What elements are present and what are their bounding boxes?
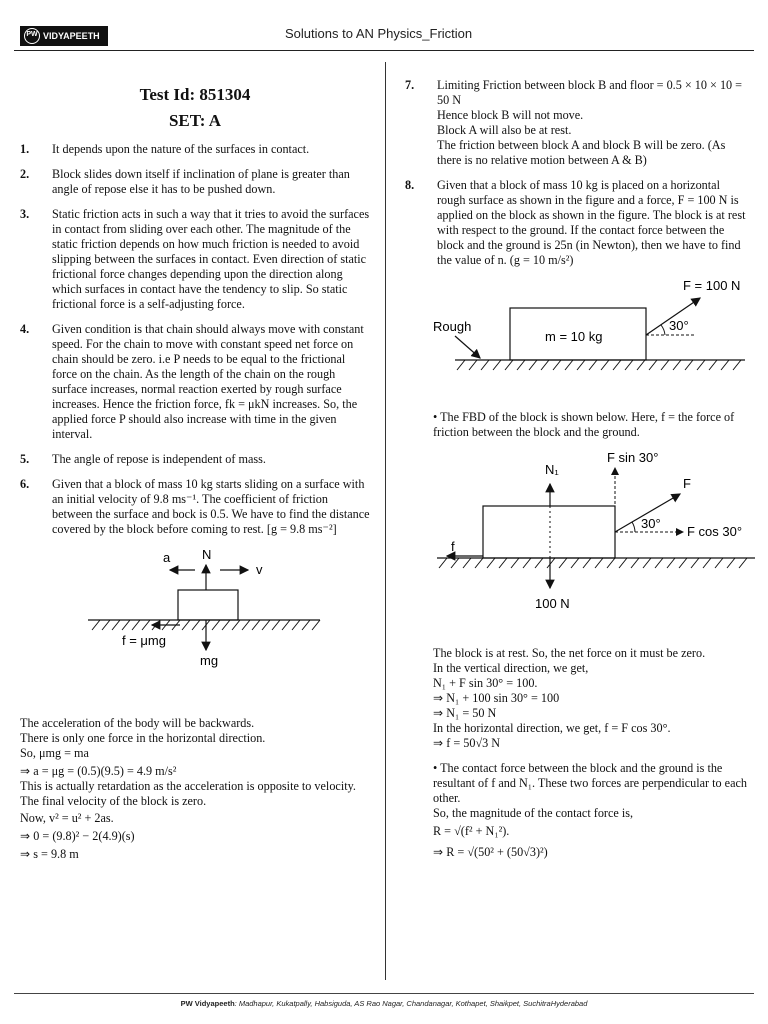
column-divider — [385, 62, 386, 980]
rough-pointer-arrow — [455, 336, 480, 358]
logo-text: VIDYAPEETH — [43, 31, 100, 41]
solution-line: ⇒ R = √(50² + (50√3)²) — [433, 845, 548, 859]
right-column — [405, 78, 750, 860]
item-line: Limiting Friction between block B and floor = 0.5 × 10 × 10 = 50 N — [437, 78, 743, 107]
solution-line: In the horizontal direction, we get, f = F cos 30°. — [433, 721, 671, 735]
item-number: 2. — [20, 167, 30, 181]
solution-6 — [20, 716, 370, 862]
vidyapeeth-logo — [20, 26, 108, 46]
friction-label: f — [451, 539, 455, 554]
item-text: Block slides down itself if inclination of plane is greater than angle of repose else it has to be pushed down. — [52, 167, 350, 196]
item-text: Static friction acts in such a way that it tries to avoid the surfaces in contact from sliding over each other. The magnitude of the static friction depends on how much friction is needed to avoid slipping between the surfaces in contact. Even direction of static frictional force changes depending upon the direction along which surfaces in contact have the tendency to slip. So static frictional force is a self-adjusting force. — [52, 207, 370, 311]
footer-brand: PW Vidyapeeth — [180, 999, 235, 1008]
answer-item — [20, 167, 370, 197]
n1-label: N₁ — [545, 462, 559, 477]
solution-line: There is only one force in the horizontal direction. — [20, 731, 266, 745]
item-line: Block A will also be at rest. — [437, 123, 572, 137]
header-divider — [14, 50, 754, 51]
item-number: 3. — [20, 207, 30, 221]
solution-line: N₁ + F sin 30° = 100. — [433, 676, 538, 690]
document-title: Solutions to AN Physics_Friction — [285, 26, 473, 41]
angle-arc — [661, 325, 665, 335]
solution-line: ⇒ f = 50√3 N — [433, 736, 501, 750]
item-line: The friction between block A and block B will be zero. (As there is no relative motion between A & B) — [437, 138, 726, 167]
fcos-label: F cos 30° — [687, 524, 743, 539]
solution-line: R = √(f² + N₁²). — [433, 824, 510, 838]
applied-force-label: F = 100 N — [683, 278, 741, 293]
free-body-diagram — [425, 448, 768, 618]
solution-line: The final velocity of the block is zero. — [20, 794, 207, 808]
friction-label: f = μmg — [122, 633, 166, 648]
solution-line: ⇒ N₁ + 100 sin 30° = 100 — [433, 691, 560, 705]
solution-line: So, the magnitude of the contact force is, — [433, 806, 634, 820]
test-id: Test Id: 851304 — [139, 85, 251, 104]
solution-line: ⇒ 0 = (9.8)² − 2(4.9)(s) — [20, 829, 135, 843]
page-footer — [0, 999, 768, 1008]
answer-item — [405, 78, 750, 168]
footer-divider — [14, 993, 754, 994]
answer-item — [20, 477, 370, 537]
weight-label: 100 N — [535, 596, 570, 611]
fsin-label: F sin 30° — [607, 450, 659, 465]
page-header — [0, 0, 768, 44]
answer-item — [20, 452, 370, 467]
f-label: F — [683, 476, 691, 491]
footer-locations: : Madhapur, Kukatpally, Habsiguda, AS Rao Nagar, Chandanagar, Kothapet, Shaikpet, SuchitraHyderabad — [234, 999, 588, 1008]
solution-line: ⇒ s = 9.8 m — [20, 847, 79, 861]
acceleration-label: a — [163, 550, 171, 565]
fbd-intro: • The FBD of the block is shown below. Here, f = the force of friction between the block and the ground. — [433, 410, 735, 439]
item-number: 4. — [20, 322, 30, 336]
rough-label: Rough — [433, 319, 472, 334]
answer-item — [20, 207, 370, 312]
answer-item — [20, 142, 370, 157]
answer-item — [20, 322, 370, 442]
left-column — [20, 82, 370, 862]
item-text: It depends upon the nature of the surfaces in contact. — [52, 142, 310, 156]
ground-hatch — [439, 558, 747, 568]
answer-item — [405, 178, 750, 268]
angle-label: 30° — [669, 318, 689, 333]
item-number: 1. — [20, 142, 30, 156]
angle-arc — [632, 522, 635, 532]
item-line: Hence block B will not move. — [437, 108, 584, 122]
block — [483, 506, 615, 558]
ground-hatch — [457, 360, 741, 370]
solution-line: Now, v² = u² + 2as. — [20, 811, 114, 825]
solution-line: The acceleration of the body will be backwards. — [20, 716, 255, 730]
block — [178, 590, 238, 620]
solution-8 — [405, 646, 750, 860]
solution-line: So, μmg = ma — [20, 746, 89, 760]
solution-line: In the vertical direction, we get, — [433, 661, 589, 675]
velocity-label: v — [256, 562, 263, 577]
solution-line: ⇒ N₁ = 50 N — [433, 706, 497, 720]
weight-label: mg — [200, 653, 219, 668]
block-force-diagram — [425, 278, 768, 388]
pw-logo-icon: PW — [24, 28, 40, 44]
solution-line: • The contact force between the block and the ground is the resultant of f and N₁. These two forces are perpendicular to each other. — [433, 761, 747, 805]
item-number: 5. — [20, 452, 30, 466]
item-text: Given condition is that chain should always move with constant speed. For the chain to move with constant speed net force on chain should be zero. i.e P needs to be equal to the frictional force on the chain. As the length of the chain on the rough surface increases, normal reaction exerted by rough surface increases. Hence the friction force, fk = μkN increases. So, the applied force P should also increase with time in the given interval. — [52, 322, 364, 441]
solution-line: ⇒ a = μg = (0.5)(9.5) = 4.9 m/s² — [20, 764, 177, 778]
normal-label: N — [202, 547, 212, 562]
item-number: 7. — [405, 78, 415, 92]
solution-line: The block is at rest. So, the net force on it must be zero. — [433, 646, 706, 660]
item-number: 6. — [20, 477, 30, 491]
item-number: 8. — [405, 178, 415, 192]
item-text: Given that a block of mass 10 kg is placed on a horizontal rough surface as shown in the figure and a force, F = 100 N is applied on the block as shown in the figure. The block is at rest with respect to the ground. If the contact force between the block and the ground is 25n (in Newton), then we have to find the value of n. (g = 10 m/s²) — [437, 178, 746, 267]
item-text: Given that a block of mass 10 kg starts sliding on a surface with an initial velocity of 9.8 ms⁻¹. The coefficient of friction between the surface and bock is 0.5. We have to find the distance covered by the block before coming to rest. [g = 9.8 ms⁻²] — [52, 477, 370, 536]
item-text: The angle of repose is independent of mass. — [52, 452, 266, 466]
solution-line: This is actually retardation as the acceleration is opposite to velocity. — [20, 779, 356, 793]
angle-label: 30° — [641, 516, 661, 531]
mass-label: m = 10 kg — [545, 329, 603, 344]
sliding-block-diagram — [20, 547, 370, 672]
set-label: SET: A — [168, 111, 222, 130]
